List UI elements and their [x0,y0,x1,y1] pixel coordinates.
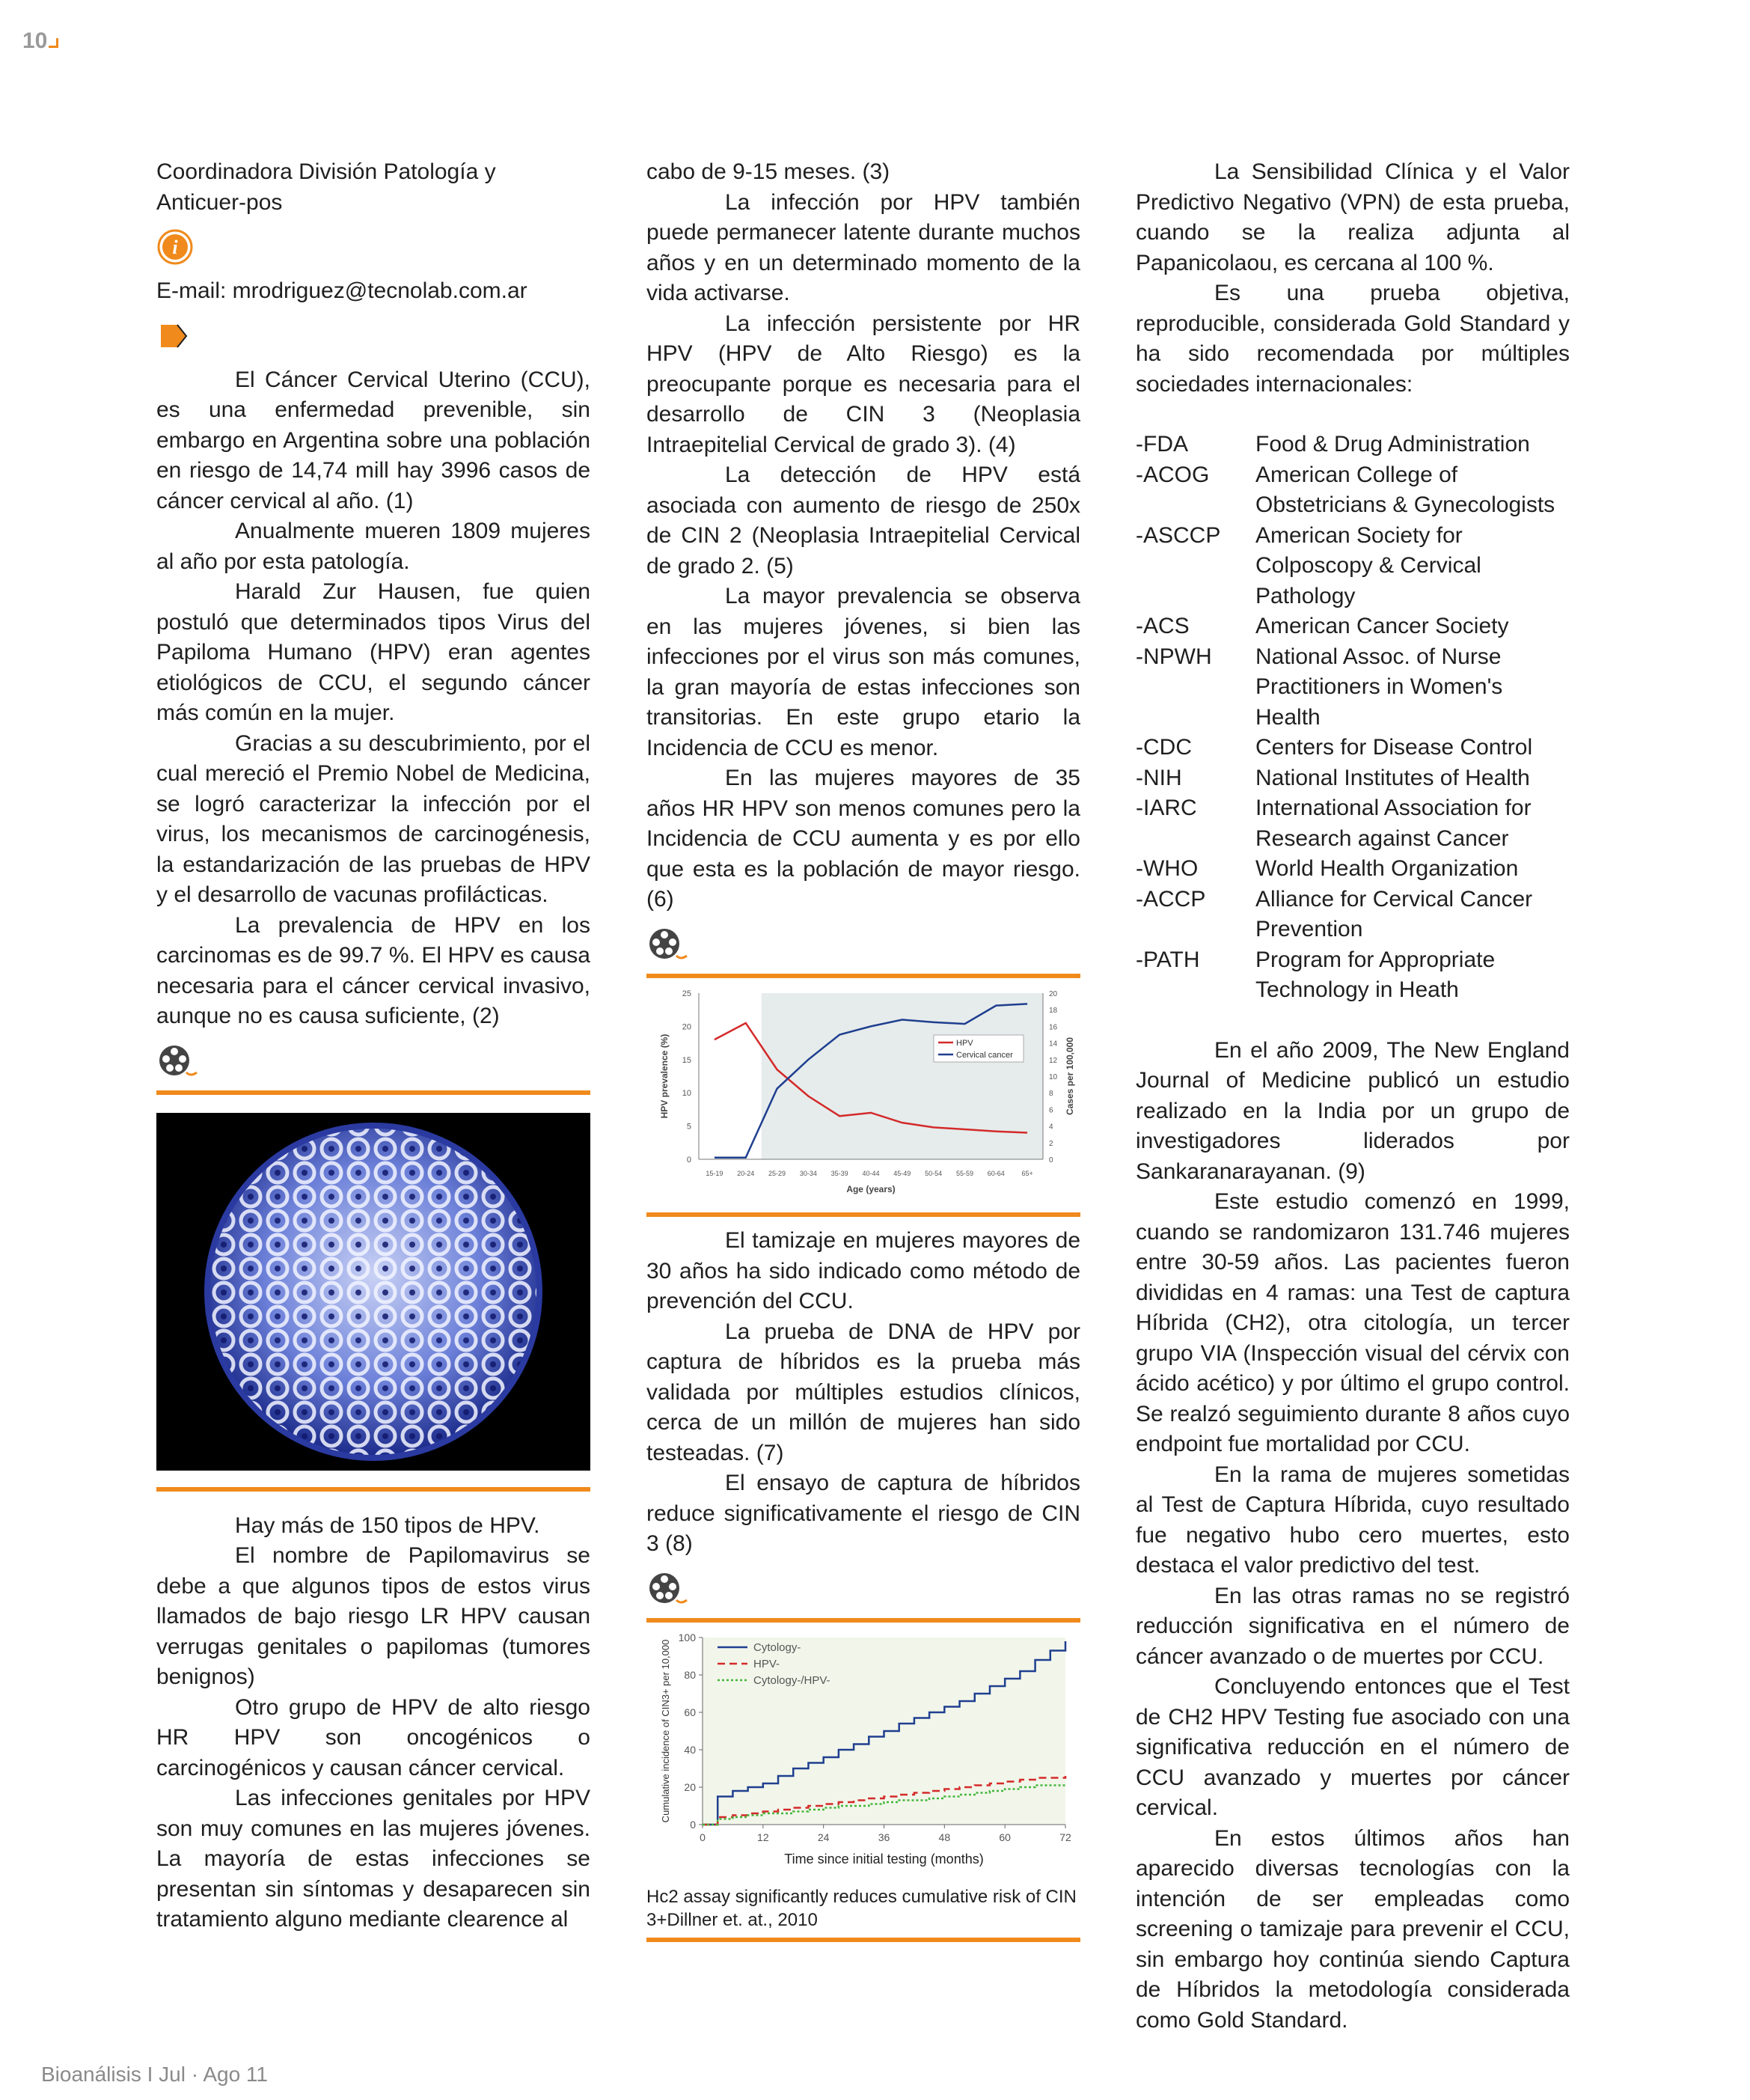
paragraph: Hay más de 150 tipos de HPV. [235,1513,540,1538]
page-number-text: 10 [22,28,48,53]
paragraph: Las infecciones genitales por HPV son muy comunes en las mujeres jóvenes. La mayoría de estas infecciones se presentan sin síntomas y desaparecen sin tratamiento alguno mediante clearence al [156,1786,590,1932]
organization-name: International Association for Research against Cancer [1255,796,1532,851]
organization-name: World Health Organization [1255,856,1519,881]
paragraph: La infección persistente por HR HPV (HPV de Alto Riesgo) es la preocupante porque es necesaria para el desarrollo de CIN 3 (Neoplasia Intraepitelial Cervical de grado 3). (4) [646,311,1080,457]
svg-text:i: i [172,236,178,258]
y2-tick-label: 14 [1049,1040,1058,1049]
organization-item [1136,642,1570,733]
x-tick-label: 60-64 [987,1169,1005,1177]
x-tick-label: 45-49 [893,1169,911,1177]
x-axis-label: Age (years) [846,1183,896,1194]
x-axis-label: Time since initial testing (months) [784,1851,984,1867]
paragraph: La detección de HPV está asociada con aumento de riesgo de 250x de CIN 2 (Neoplasia Intraepitelial Cervical de grado 2. (5) [646,463,1080,579]
organization-item [1136,854,1570,885]
chart-caption: Hc2 assay significantly reduces cumulative risk of CIN 3+Dillner et. at., 2010 [646,1887,1077,1930]
film-icon-row [156,1032,590,1090]
column-2 [646,157,1080,1942]
organization-abbreviation: -IARC [1136,796,1197,820]
paragraph: Otro grupo de HPV de alto riesgo HR HPV son oncogénicos o carcinogénicos y causan cáncer cervical. [156,1694,590,1780]
paragraph: cabo de 9-15 meses. (3) [646,159,890,184]
arrow-icon [156,317,194,355]
paragraph: El tamizaje en mujeres mayores de 30 años ha sido indicado como método de prevención del CCU. [646,1228,1080,1313]
organization-name: American Society for Colposcopy & Cervical Pathology [1255,522,1481,608]
organization-abbreviation: -ACOG [1136,462,1210,487]
y-tick-label: 100 [678,1631,696,1643]
x-tick-label: 15-19 [706,1169,723,1177]
paragraph: La Sensibilidad Clínica y el Valor Predictivo Negativo (VPN) de esta prueba, cuando se la realiza adjunta al Papanicolaou, es cercana al 100 %. [1136,159,1570,275]
paragraph: El ensayo de captura de híbridos reduce significativamente el riesgo de CIN 3 (8) [646,1471,1080,1556]
organization-name: American Cancer Society [1255,614,1509,638]
organization-abbreviation: -WHO [1136,856,1199,881]
x-tick-label: 40-44 [862,1169,880,1177]
y-tick-label: 5 [686,1122,691,1132]
hpv-prevalence-chart [646,978,1080,1213]
organization-name: Program for Appropriate Technology in Heath [1255,947,1496,1002]
x-tick-label: 48 [938,1831,951,1843]
paragraph: Es una prueba objetiva, reproducible, considerada Gold Standard y ha sido recomendada por múltiples sociedades internacionales: [1136,281,1570,397]
y2-tick-label: 4 [1049,1123,1053,1132]
paragraph: La prueba de DNA de HPV por captura de híbridos es la prueba más validada por múltiples estudios clínicos, cerca de un millón de mujeres han sido testeadas. (7) [646,1319,1080,1465]
paragraph: En la rama de mujeres sometidas al Test de Captura Híbrida, cuyo resultado fue negativo hubo cero muertes, esto destaca el valor predictivo del test. [1136,1462,1570,1578]
organization-item [1136,763,1570,794]
x-tick-label: 35-39 [830,1169,848,1177]
paragraph: Gracias a su descubrimiento, por el cual mereció el Premio Nobel de Medicina, se logró caracterizar la infección por el virus, los mecanismos de carcinogénesis, la estandarización de las pruebas de HPV y el desarrollo de vacunas profilácticas. [156,730,590,907]
y-axis-label: HPV prevalence (%) [659,1034,670,1118]
x-tick-label: 0 [700,1831,706,1843]
x-tick-label: 20-24 [737,1169,755,1177]
organization-abbreviation: -PATH [1136,947,1200,972]
info-icon-row [156,218,590,276]
x-tick-label: 24 [817,1831,830,1843]
y2-tick-label: 16 [1049,1022,1058,1031]
info-icon [156,228,194,266]
author-email: E-mail: mrodriguez@tecnolab.com.ar [156,278,527,303]
x-tick-label: 55-59 [955,1169,973,1177]
corner-mark [49,38,58,48]
arrow-icon-row [156,307,590,365]
x-tick-label: 30-34 [799,1169,817,1177]
y-tick-label: 10 [682,1088,691,1098]
paragraph: La prevalencia de HPV en los carcinomas es de 99.7 %. El HPV es causa necesaria para el cáncer cervical invasivo, aunque no es causa suficiente, (2) [156,912,590,1028]
y-tick-label: 80 [684,1668,696,1681]
y2-tick-label: 8 [1049,1089,1053,1098]
paragraph: Harald Zur Hausen, fue quien postuló que determinados tipos Virus del Papiloma Humano (HPV) eran agentes etiológicos de CCU, el segundo cáncer más común en la mujer. [156,579,590,725]
paragraph: En el año 2009, The New England Journal of Medicine publicó un estudio realizado en la India por un grupo de investigadores liderados por Sankaranarayanan. (9) [1136,1037,1570,1184]
y-tick-label: 20 [684,1780,696,1793]
y-tick-label: 40 [684,1743,696,1756]
y-tick-label: 25 [682,989,691,998]
paragraph: El nombre de Papilomavirus se debe a que algunos tipos de estos virus llamados de bajo riesgo LR HPV causan verrugas genitales o papilomas (tumores benignos) [156,1543,590,1689]
x-tick-label: 60 [999,1831,1011,1843]
film-icon-row [646,1560,1080,1618]
legend-label: Cytology-/HPV- [753,1673,830,1687]
author-affiliation: Coordinadora División Patología y Anticuer-pos [156,159,496,215]
organization-abbreviation: -NIH [1136,765,1182,790]
organization-item [1136,460,1570,521]
film-reel-icon [646,926,691,963]
x-tick-label: 25-29 [768,1169,786,1177]
orange-rule [646,1938,1080,1942]
hpv-virus-image [156,1113,590,1471]
legend-label: Cervical cancer [956,1050,1013,1060]
y2-tick-label: 18 [1049,1006,1058,1015]
organizations-list [1136,430,1570,1006]
y2-tick-label: 2 [1049,1139,1053,1148]
y-tick-label: 0 [686,1155,691,1165]
virus-illustration [156,1113,590,1471]
chart-2-svg [646,1623,1080,1869]
column-1 [156,157,590,1935]
orange-rule [156,1090,590,1095]
x-tick-label: 72 [1059,1831,1071,1843]
paragraph: La infección por HPV también puede permanecer latente durante muchos años y en un determinado momento de la vida activarse. [646,189,1080,305]
y2-axis-label: Cases per 100,000 [1065,1037,1075,1115]
organization-item [1136,521,1570,612]
y-tick-label: 20 [682,1022,691,1031]
organization-abbreviation: -CDC [1136,735,1192,760]
organization-abbreviation: -NPWH [1136,644,1212,669]
y2-tick-label: 10 [1049,1072,1058,1081]
organization-item [1136,733,1570,763]
x-tick-label: 36 [878,1831,890,1843]
y2-tick-label: 6 [1049,1105,1053,1114]
organization-item [1136,793,1570,854]
y-tick-label: 15 [682,1055,691,1065]
x-tick-label: 65+ [1021,1169,1033,1177]
paragraph: En las otras ramas no se registró reducción significativa en el número de cáncer avanzado o de muertes por CCU. [1136,1583,1570,1669]
organization-name: Centers for Disease Control [1255,735,1533,760]
organization-name: National Assoc. of Nurse Practitioners in Women's Health [1255,644,1503,730]
page-footer: Bioanálisis I Jul · Ago 11 [41,2063,268,2086]
y2-tick-label: 12 [1049,1056,1058,1065]
organization-item [1136,885,1570,945]
organization-abbreviation: -ACS [1136,614,1190,638]
y-tick-label: 0 [690,1818,696,1831]
legend-label: HPV [956,1038,973,1048]
cin3-incidence-chart [646,1623,1080,1878]
paragraph: Anualmente mueren 1809 mujeres al año por esta patología. [156,519,590,574]
organization-item [1136,945,1570,1006]
y2-tick-label: 20 [1049,989,1058,998]
organization-item [1136,611,1570,642]
film-reel-icon [646,1570,691,1608]
paragraph: Este estudio comenzó en 1999, cuando se randomizaron 131.746 mujeres entre 30-59 años. Las pacientes fueron divididas en 4 ramas: una Test de captura Híbrida (CH2), otra citología, un tercer grupo VIA (Inspección visual del cérvix con ácido acético) y por último el grupo control. Se realzó seguimiento durante 8 años cuyo endpoint fue mortalidad por CCU. [1136,1189,1570,1456]
film-reel-icon [156,1043,201,1080]
film-icon-row [646,915,1080,974]
organization-abbreviation: -ASCCP [1136,522,1221,548]
organization-name: Food & Drug Administration [1255,432,1530,457]
organization-item [1136,430,1570,460]
chart-1-svg [646,978,1080,1204]
column-3 [1136,157,1570,2036]
organization-name: American College of Obstetricians & Gynecologists [1255,462,1555,517]
paragraph: En estos últimos años han aparecido diversas tecnologías con la intención de ser empleadas como screening o tamizaje para prevenir el CCU, sin embargo hoy continúa siendo Captura de Híbridos la metodología considerada como Gold Standard. [1136,1825,1570,2033]
paragraph: En las mujeres mayores de 35 años HR HPV son menos comunes pero la Incidencia de CCU aumenta y es por ello que esta es la población de mayor riesgo. (6) [646,766,1080,912]
organization-name: Alliance for Cervical Cancer Prevention [1255,886,1533,941]
legend-label: Cytology- [753,1640,801,1654]
organization-name: National Institutes of Health [1255,765,1530,790]
paragraph: Concluyendo entonces que el Test de CH2 HPV Testing fue asociado con una significativa reducción en el número de CCU avanzado y muertes por cáncer cervical. [1136,1674,1570,1820]
organization-abbreviation: -FDA [1136,432,1188,457]
paragraph: El Cáncer Cervical Uterino (CCU), es una enfermedad prevenible, sin embargo en Argentina sobre una población en riesgo de 14,74 mill hay 3996 casos de cáncer cervical al año. (1) [156,367,590,513]
x-tick-label: 12 [757,1831,769,1843]
page-number [22,28,58,54]
organization-abbreviation: -ACCP [1136,886,1206,912]
legend-label: HPV- [753,1657,780,1670]
paragraph: La mayor prevalencia se observa en las mujeres jóvenes, si bien las infecciones por el virus son más comunes, la gran mayoría de estas infecciones son transitorias. En este grupo etario la Incidencia de CCU es menor. [646,584,1080,760]
y-tick-label: 60 [684,1706,696,1718]
x-tick-label: 50-54 [925,1169,943,1177]
y-axis-label: Cumulative incidence of CIN3+ per 10,000 [660,1639,671,1822]
shaded-region [762,993,1043,1159]
y2-tick-label: 0 [1049,1156,1053,1165]
